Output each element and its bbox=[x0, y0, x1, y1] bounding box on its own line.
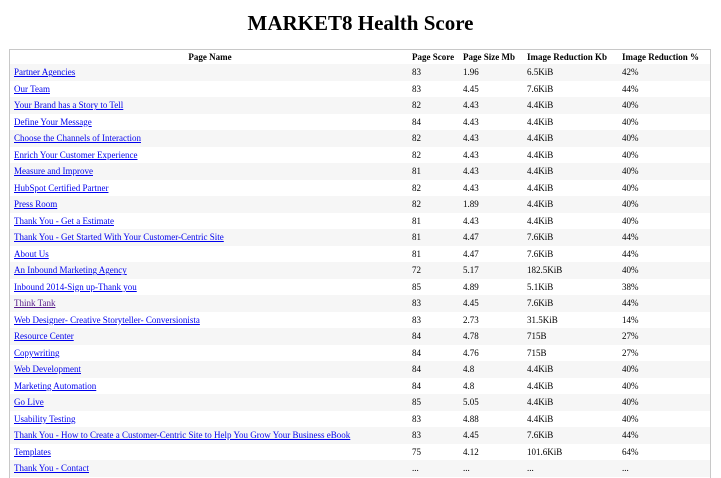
page-link[interactable]: Enrich Your Customer Experience bbox=[14, 149, 138, 160]
table-row bbox=[10, 279, 710, 296]
page-link[interactable]: HubSpot Certified Partner bbox=[14, 182, 109, 193]
page-score-cell: 83 bbox=[412, 67, 421, 78]
image-reduction-kb-cell: 4.4KiB bbox=[527, 215, 554, 226]
page-name-cell bbox=[10, 196, 410, 213]
page-score-cell: 81 bbox=[412, 166, 421, 177]
table-row bbox=[10, 81, 710, 98]
image-reduction-pct-cell: 40% bbox=[622, 265, 639, 276]
page-size-cell: 4.43 bbox=[463, 133, 479, 144]
page-name-cell bbox=[10, 147, 410, 164]
page-size-cell: 4.45 bbox=[463, 430, 479, 441]
header-row bbox=[10, 50, 710, 64]
health-score-table bbox=[10, 50, 710, 477]
image-reduction-kb-cell: 5.1KiB bbox=[527, 281, 554, 292]
image-reduction-kb-cell: 4.4KiB bbox=[527, 380, 554, 391]
table-row bbox=[10, 196, 710, 213]
health-score-table-container[interactable] bbox=[9, 49, 711, 478]
page-name-cell bbox=[10, 295, 410, 312]
page-score-cell: 81 bbox=[412, 215, 421, 226]
image-reduction-kb-cell: 4.4KiB bbox=[527, 364, 554, 375]
image-reduction-kb-cell: 7.6KiB bbox=[527, 298, 554, 309]
table-row bbox=[10, 229, 710, 246]
page-link[interactable]: Go Live bbox=[14, 397, 44, 408]
image-reduction-pct-cell: 40% bbox=[622, 413, 639, 424]
image-reduction-kb-cell: 715B bbox=[527, 347, 547, 358]
page-score-cell: 81 bbox=[412, 232, 421, 243]
image-reduction-kb-cell: 7.6KiB bbox=[527, 232, 554, 243]
page-score-cell: 83 bbox=[412, 314, 421, 325]
table-row bbox=[10, 361, 710, 378]
page-score-cell: 82 bbox=[412, 199, 421, 210]
image-reduction-kb-cell: 6.5KiB bbox=[527, 67, 554, 78]
page-name-cell bbox=[10, 427, 410, 444]
page-name-cell bbox=[10, 394, 410, 411]
image-reduction-pct-cell: 64% bbox=[622, 446, 639, 457]
page-score-cell: 82 bbox=[412, 182, 421, 193]
table-row bbox=[10, 460, 710, 477]
page-name-cell bbox=[10, 97, 410, 114]
column-header-page-size: Page Size Mb bbox=[463, 52, 515, 62]
page-score-cell: 84 bbox=[412, 331, 421, 342]
table-row bbox=[10, 147, 710, 164]
page-name-cell bbox=[10, 361, 410, 378]
page-name-cell bbox=[10, 328, 410, 345]
table-row bbox=[10, 114, 710, 131]
image-reduction-kb-cell: ... bbox=[527, 463, 534, 474]
page-link[interactable]: Choose the Channels of Interaction bbox=[14, 133, 141, 144]
page-name-cell bbox=[10, 444, 410, 461]
page-link[interactable]: Templates bbox=[14, 446, 51, 457]
image-reduction-kb-cell: 4.4KiB bbox=[527, 100, 554, 111]
image-reduction-kb-cell: 4.4KiB bbox=[527, 182, 554, 193]
page-link[interactable]: Press Room bbox=[14, 199, 58, 210]
page-link[interactable]: Web Development bbox=[14, 364, 82, 375]
page-link[interactable]: Thank You - Get a Estimate bbox=[14, 215, 114, 226]
page-size-cell: 4.47 bbox=[463, 248, 479, 259]
page-link[interactable]: Think Tank bbox=[14, 298, 56, 309]
image-reduction-pct-cell: 40% bbox=[622, 116, 639, 127]
image-reduction-pct-cell: 44% bbox=[622, 83, 639, 94]
page-score-cell: 84 bbox=[412, 116, 421, 127]
page-size-cell: 4.88 bbox=[463, 413, 479, 424]
table-row bbox=[10, 295, 710, 312]
image-reduction-pct-cell: 40% bbox=[622, 380, 639, 391]
image-reduction-kb-cell: 4.4KiB bbox=[527, 166, 554, 177]
page-size-cell: 4.45 bbox=[463, 83, 479, 94]
page-size-cell: 1.96 bbox=[463, 67, 479, 78]
table-row bbox=[10, 378, 710, 395]
page-link[interactable]: About Us bbox=[14, 248, 49, 259]
page-name-cell bbox=[10, 64, 410, 81]
image-reduction-kb-cell: 4.4KiB bbox=[527, 149, 554, 160]
page-score-cell: 81 bbox=[412, 248, 421, 259]
image-reduction-pct-cell: 42% bbox=[622, 67, 639, 78]
image-reduction-pct-cell: 40% bbox=[622, 397, 639, 408]
page-score-cell: 83 bbox=[412, 430, 421, 441]
page-link[interactable]: An Inbound Marketing Agency bbox=[14, 265, 127, 276]
page-name-cell bbox=[10, 130, 410, 147]
image-reduction-kb-cell: 101.6KiB bbox=[527, 446, 563, 457]
page-size-cell: 4.76 bbox=[463, 347, 479, 358]
page-score-cell: 83 bbox=[412, 83, 421, 94]
page-score-cell: 84 bbox=[412, 380, 421, 391]
page-size-cell: 4.43 bbox=[463, 215, 479, 226]
page-link[interactable]: Thank You - How to Create a Customer-Centric Site to Help You Grow Your Business eBook bbox=[14, 430, 351, 441]
page-name-cell bbox=[10, 81, 410, 98]
page-score-cell: 82 bbox=[412, 133, 421, 144]
table-row bbox=[10, 246, 710, 263]
page-link[interactable]: Thank You - Get Started With Your Customer-Centric Site bbox=[14, 232, 224, 243]
table-row bbox=[10, 130, 710, 147]
table-header bbox=[10, 50, 710, 64]
image-reduction-pct-cell: 44% bbox=[622, 248, 639, 259]
page-score-cell: 84 bbox=[412, 364, 421, 375]
page-name-cell bbox=[10, 460, 410, 477]
page-size-cell: 4.43 bbox=[463, 116, 479, 127]
page-name-cell bbox=[10, 229, 410, 246]
page-size-cell: 4.12 bbox=[463, 446, 479, 457]
image-reduction-kb-cell: 4.4KiB bbox=[527, 413, 554, 424]
page-size-cell: 4.89 bbox=[463, 281, 479, 292]
page-size-cell: 4.43 bbox=[463, 100, 479, 111]
image-reduction-kb-cell: 7.6KiB bbox=[527, 430, 554, 441]
page-name-cell bbox=[10, 411, 410, 428]
table-row bbox=[10, 345, 710, 362]
page-link[interactable]: Marketing Automation bbox=[14, 380, 97, 391]
page-title: MARKET8 Health Score bbox=[247, 11, 474, 35]
page-score-cell: ... bbox=[412, 463, 419, 474]
page-size-cell: 5.17 bbox=[463, 265, 479, 276]
page-name-cell bbox=[10, 114, 410, 131]
image-reduction-pct-cell: 40% bbox=[622, 149, 639, 160]
page-score-cell: 82 bbox=[412, 100, 421, 111]
image-reduction-pct-cell: 40% bbox=[622, 364, 639, 375]
image-reduction-pct-cell: 40% bbox=[622, 133, 639, 144]
page-score-cell: 83 bbox=[412, 413, 421, 424]
image-reduction-kb-cell: 4.4KiB bbox=[527, 116, 554, 127]
page-score-cell: 85 bbox=[412, 281, 421, 292]
image-reduction-pct-cell: 40% bbox=[622, 215, 639, 226]
page-score-cell: 84 bbox=[412, 347, 421, 358]
image-reduction-pct-cell: 40% bbox=[622, 199, 639, 210]
page-size-cell: 2.73 bbox=[463, 314, 479, 325]
page-link[interactable]: Measure and Improve bbox=[14, 166, 93, 177]
page-size-cell: 4.43 bbox=[463, 182, 479, 193]
column-header-page-name: Page Name bbox=[188, 52, 232, 62]
page-link[interactable]: Thank You - Contact bbox=[14, 463, 89, 474]
image-reduction-pct-cell: 44% bbox=[622, 430, 639, 441]
table-row bbox=[10, 444, 710, 461]
image-reduction-pct-cell: 44% bbox=[622, 298, 639, 309]
page-name-cell bbox=[10, 378, 410, 395]
image-reduction-pct-cell: 27% bbox=[622, 347, 639, 358]
table-row bbox=[10, 97, 710, 114]
page-link[interactable]: Resource Center bbox=[14, 331, 74, 342]
page-link[interactable]: Your Brand has a Story to Tell bbox=[14, 100, 124, 111]
table-row bbox=[10, 64, 710, 81]
page-size-cell: 4.78 bbox=[463, 331, 479, 342]
image-reduction-kb-cell: 4.4KiB bbox=[527, 397, 554, 408]
table-row bbox=[10, 262, 710, 279]
column-header-image-reduction-pct: Image Reduction % bbox=[622, 52, 699, 62]
table-row bbox=[10, 312, 710, 329]
page-link[interactable]: Usability Testing bbox=[14, 413, 76, 424]
image-reduction-kb-cell: 715B bbox=[527, 331, 547, 342]
page-name-cell bbox=[10, 180, 410, 197]
page-link[interactable]: Copywriting bbox=[14, 347, 60, 358]
page-score-cell: 75 bbox=[412, 446, 421, 457]
page-link[interactable]: Define Your Message bbox=[14, 116, 92, 127]
page-score-cell: 82 bbox=[412, 149, 421, 160]
page-size-cell: 4.43 bbox=[463, 166, 479, 177]
page-name-cell bbox=[10, 312, 410, 329]
table-row bbox=[10, 394, 710, 411]
image-reduction-pct-cell: ... bbox=[622, 463, 629, 474]
page-link[interactable]: Web Designer- Creative Storyteller- Conversionista bbox=[14, 314, 200, 325]
image-reduction-kb-cell: 182.5KiB bbox=[527, 265, 563, 276]
table-row bbox=[10, 213, 710, 230]
page-size-cell: 1.89 bbox=[463, 199, 479, 210]
image-reduction-pct-cell: 14% bbox=[622, 314, 639, 325]
page-size-cell: 4.8 bbox=[463, 364, 475, 375]
image-reduction-pct-cell: 40% bbox=[622, 182, 639, 193]
image-reduction-kb-cell: 7.6KiB bbox=[527, 83, 554, 94]
column-header-page-score: Page Score bbox=[412, 52, 455, 62]
page-name-cell bbox=[10, 213, 410, 230]
image-reduction-pct-cell: 27% bbox=[622, 331, 639, 342]
page-name-cell bbox=[10, 163, 410, 180]
image-reduction-kb-cell: 4.4KiB bbox=[527, 133, 554, 144]
page-size-cell: 4.8 bbox=[463, 380, 475, 391]
page-score-cell: 72 bbox=[412, 265, 421, 276]
table-body bbox=[10, 64, 710, 477]
page-name-cell bbox=[10, 246, 410, 263]
page-size-cell: 4.43 bbox=[463, 149, 479, 160]
image-reduction-kb-cell: 7.6KiB bbox=[527, 248, 554, 259]
page-link[interactable]: Inbound 2014-Sign up-Thank you bbox=[14, 281, 137, 292]
page-name-cell bbox=[10, 345, 410, 362]
table-row bbox=[10, 163, 710, 180]
page-name-cell bbox=[10, 262, 410, 279]
column-header-image-reduction-kb: Image Reduction Kb bbox=[527, 52, 608, 62]
page-score-cell: 83 bbox=[412, 298, 421, 309]
table-row bbox=[10, 411, 710, 428]
page-size-cell: 4.47 bbox=[463, 232, 479, 243]
page-score-cell: 85 bbox=[412, 397, 421, 408]
table-row bbox=[10, 328, 710, 345]
image-reduction-pct-cell: 38% bbox=[622, 281, 639, 292]
image-reduction-pct-cell: 40% bbox=[622, 100, 639, 111]
image-reduction-kb-cell: 4.4KiB bbox=[527, 199, 554, 210]
page-size-cell: 4.45 bbox=[463, 298, 479, 309]
page-link[interactable]: Partner Agencies bbox=[14, 67, 76, 78]
page-name-cell bbox=[10, 279, 410, 296]
image-reduction-pct-cell: 40% bbox=[622, 166, 639, 177]
image-reduction-kb-cell: 31.5KiB bbox=[527, 314, 558, 325]
table-row bbox=[10, 180, 710, 197]
image-reduction-pct-cell: 44% bbox=[622, 232, 639, 243]
page-size-cell: ... bbox=[463, 463, 470, 474]
page-size-cell: 5.05 bbox=[463, 397, 479, 408]
page-link[interactable]: Our Team bbox=[14, 83, 50, 94]
table-row bbox=[10, 427, 710, 444]
